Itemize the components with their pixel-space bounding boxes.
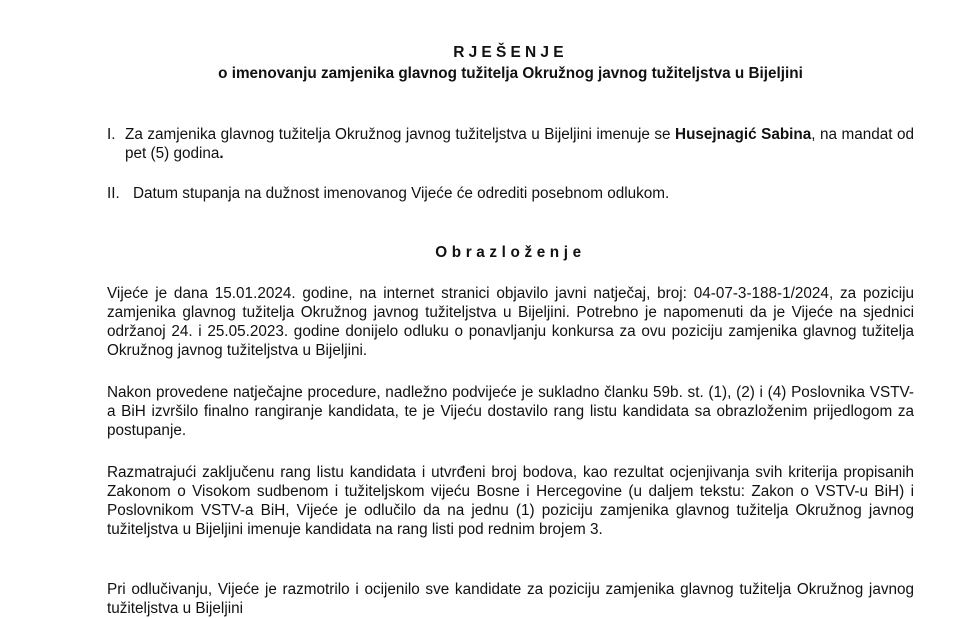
document-subtitle: o imenovanju zamjenika glavnog tužitelja Okružnog javnog tužiteljstva u Bijeljini <box>218 65 803 82</box>
reasoning-paragraph-3: Razmatrajući zaključenu rang listu kandidata i utvrđeni broj bodova, kao rezultat ocjenjivanja svih kriterija propisanih Zakonom o Visokom sudbenom i tužiteljskom vijeću Bosne i Hercegovine (u daljem tekstu: Zakon o VSTV-u BiH) i Poslovnikom VSTV-a BiH, Vijeće je odlučilo da na jednu (1) poziciju zamjenika glavnog tužitelja Okružnog javnog tužiteljstva u Bijeljini imenuje kandidata na rang listi pod rednim brojem 3. <box>107 464 914 538</box>
decision-number-2: II. <box>107 185 120 202</box>
decision-text-1-end: . <box>219 145 224 162</box>
decision-text-1-before: Za zamjenika glavnog tužitelja Okružnog javnog tužiteljstva u Bijeljini imenuje se <box>125 126 676 143</box>
decision-item-1 <box>107 125 914 163</box>
reasoning-paragraph-2: Nakon provedene natječajne procedure, nadležno podvijeće je sukladno članku 59b. st. (1), (2) i (4) Poslovnika VSTV-a BiH izvršilo finalno rangiranje kandidata, te je Vijeću dostavilo rang listu kandidata sa obrazloženim prijedlogom za postupanje. <box>107 384 914 439</box>
document-title: RJEŠENJE <box>453 44 568 61</box>
appointee-name: Husejnagić Sabina <box>675 126 812 143</box>
reasoning-heading: Obrazloženje <box>435 244 586 261</box>
decision-text-2: Datum stupanja na dužnost imenovanog Vijeće će odrediti posebnom odlukom. <box>133 185 670 202</box>
reasoning-paragraph-1: Vijeće je dana 15.01.2024. godine, na internet stranici objavilo javni natječaj, broj: 04-07-3-188-1/2024, za poziciju zamjenika glavnog tužitelja Okružnog javnog tužiteljstva u Bijeljini. Potrebno je napomenuti da je Vijeće na sjednici održanoj 24. i 25.05.2023. godine donijelo odluku o ponavljanju konkursa za ovu poziciju zamjenika glavnog tužitelja Okružnog javnog tužiteljstva u Bijeljini. <box>107 285 914 359</box>
decision-text-1 <box>119 125 914 163</box>
reasoning-paragraph-4: Pri odlučivanju, Vijeće je razmotrilo i ocijenilo sve kandidate za poziciju zamjenika glavnog tužitelja Okružnog javnog tužiteljstva u Bijeljini <box>107 581 914 617</box>
decision-item-2 <box>107 184 914 203</box>
decision-number-1: I. <box>107 126 116 143</box>
decision-text-1-after: , na mandat od pet (5) godina <box>125 126 915 162</box>
